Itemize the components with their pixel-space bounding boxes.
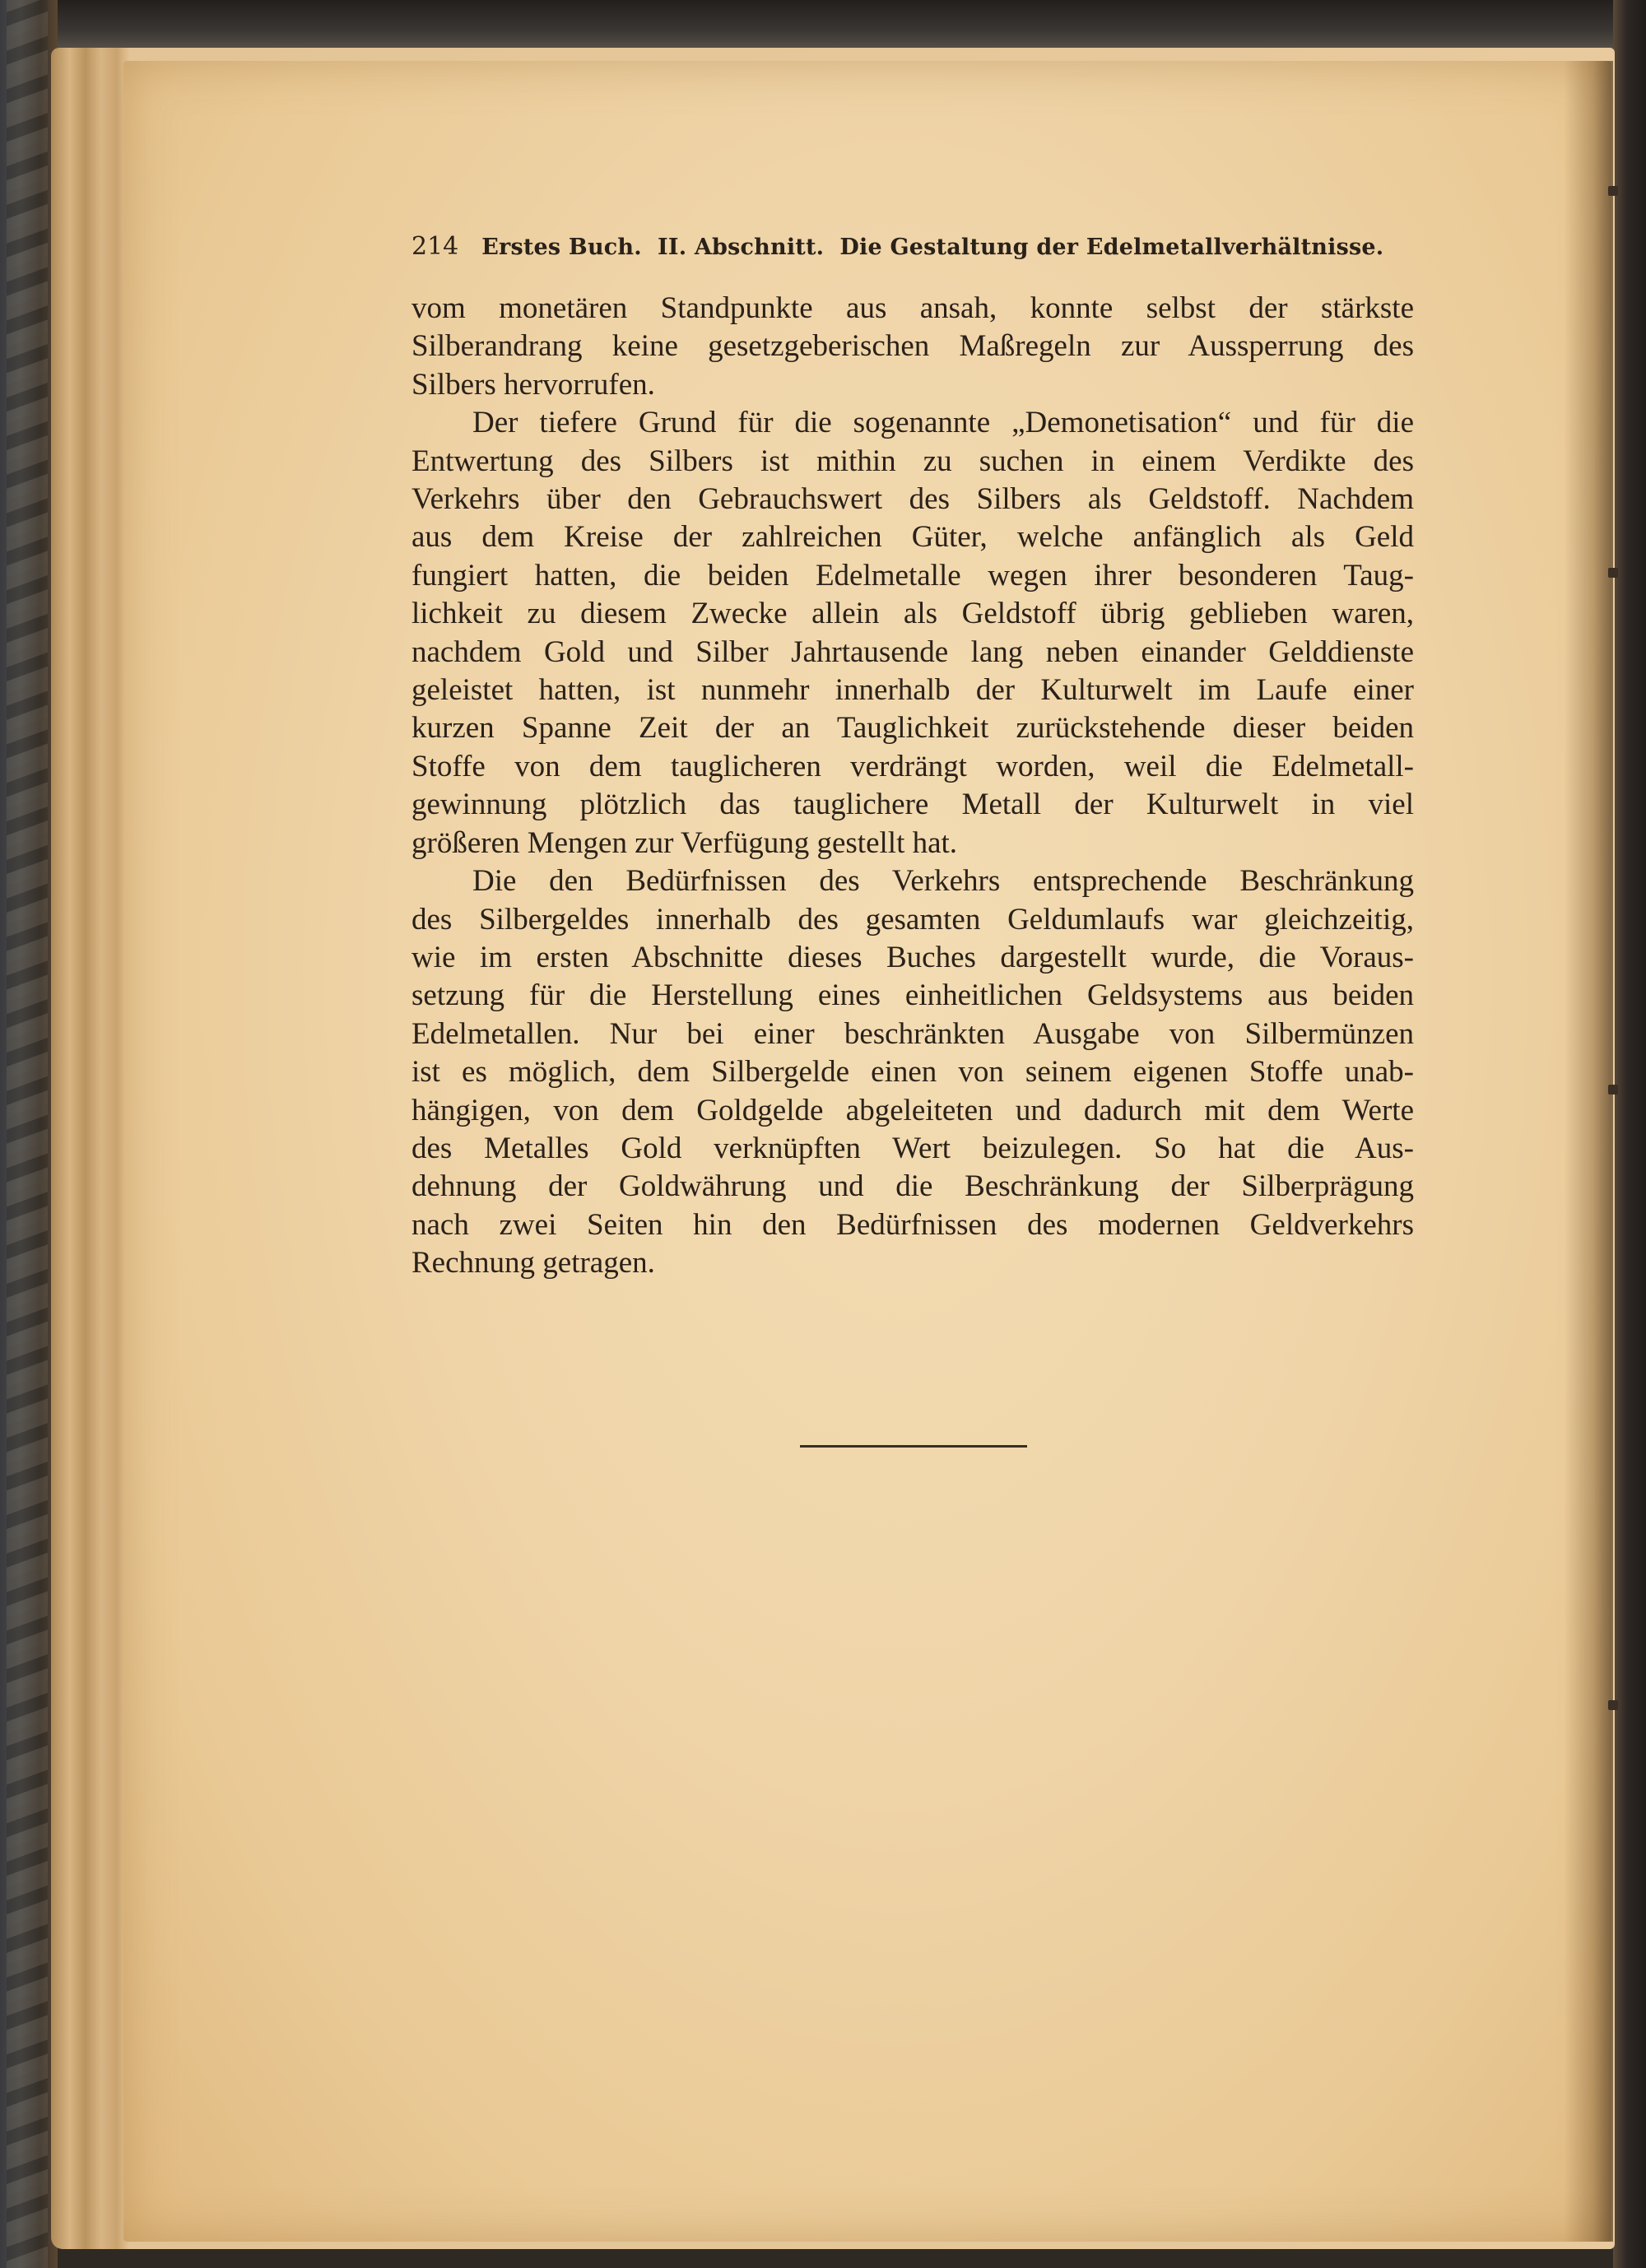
text-line: des Silbergeldes innerhalb des gesamten Geldumlaufs war gleichzeitig, [412,902,1414,936]
body-text [412,290,1414,1283]
paragraph [412,290,1414,404]
gutter-shadow [1564,61,1613,2242]
binding-thread-mark [1608,1085,1618,1094]
text-line: Rechnung getragen. [412,1246,655,1280]
text-line: des Metalles Gold verknüpften Wert beizulegen. So hat die Aus- [412,1131,1414,1165]
text-line: nachdem Gold und Silber Jahrtausende lang neben einander Gelddienste [412,634,1414,669]
text-line: nach zwei Seiten hin den Bedürfnissen des modernen Geldverkehrs [412,1207,1414,1242]
text-line: Die den Bedürfnissen des Verkehrs entsprechende Beschränkung [472,864,1414,899]
text-line: Entwertung des Silbers ist mithin zu suchen in einem Verdikte des [412,444,1414,478]
text-line: hängigen, von dem Goldgelde abgeleiteten und dadurch mit dem Werte [412,1093,1414,1127]
binding-top-edge [0,0,1646,51]
text-line: Verkehrs über den Gebrauchswert des Silbers als Geldstoff. Nachdem [412,482,1414,517]
text-line: dehnung der Goldwährung und die Beschränkung der Silberprägung [412,1169,1414,1204]
binding-spine-left [0,0,58,2268]
text-line: Stoffe von dem tauglicheren verdrängt worden, weil die Edelmetall- [412,749,1414,783]
text-line: lichkeit zu diesem Zwecke allein als Geldstoff übrig geblieben waren, [412,597,1414,631]
binding-edge-right [1613,0,1646,2268]
text-line: Silbers hervorrufen. [412,367,655,402]
binding-thread-mark [1608,568,1618,578]
text-line: fungiert hatten, die beiden Edelmetalle wegen ihrer besonderen Taug- [412,558,1414,593]
paragraph [412,404,1414,862]
running-head [412,232,1384,261]
section-end-rule [800,1445,1027,1448]
text-line: wie im ersten Abschnitte dieses Buches dargestellt wurde, die Voraus- [412,940,1414,974]
text-line: kurzen Spanne Zeit der an Tauglichkeit zurückstehende dieser beiden [412,711,1414,746]
text-line: setzung für die Herstellung eines einheitlichen Geldsystems aus beiden [412,978,1414,1013]
text-line: Der tiefere Grund für die sogenannte „Demonetisation“ und für die [472,406,1414,440]
page-number: 214 [412,232,459,261]
text-line: aus dem Kreise der zahlreichen Güter, welche anfänglich als Geld [412,520,1414,555]
text-line: gewinnung plötzlich das tauglichere Metall der Kulturwelt in viel [412,788,1414,822]
text-line: Silberandrang keine gesetzgeberischen Maßregeln zur Aussperrung des [412,329,1414,364]
text-line: Edelmetallen. Nur bei einer beschränkten Ausgabe von Silbermünzen [412,1016,1414,1051]
running-head-title: Erstes Buch. II. Abschnitt. Die Gestaltung der Edelmetallverhältnisse. [481,235,1384,260]
binding-thread-mark [1608,186,1618,196]
text-line: geleistet hatten, ist nunmehr innerhalb der Kulturwelt im Laufe einer [412,673,1414,708]
binding-thread-mark [1608,1700,1618,1710]
text-line: ist es möglich, dem Silbergelde einen von seinem eigenen Stoffe unab- [412,1055,1414,1090]
text-line: größeren Mengen zur Verfügung gestellt hat. [412,825,958,860]
paragraph [412,862,1414,1282]
text-line: vom monetären Standpunkte aus ansah, konnte selbst der stärkste [412,291,1414,325]
